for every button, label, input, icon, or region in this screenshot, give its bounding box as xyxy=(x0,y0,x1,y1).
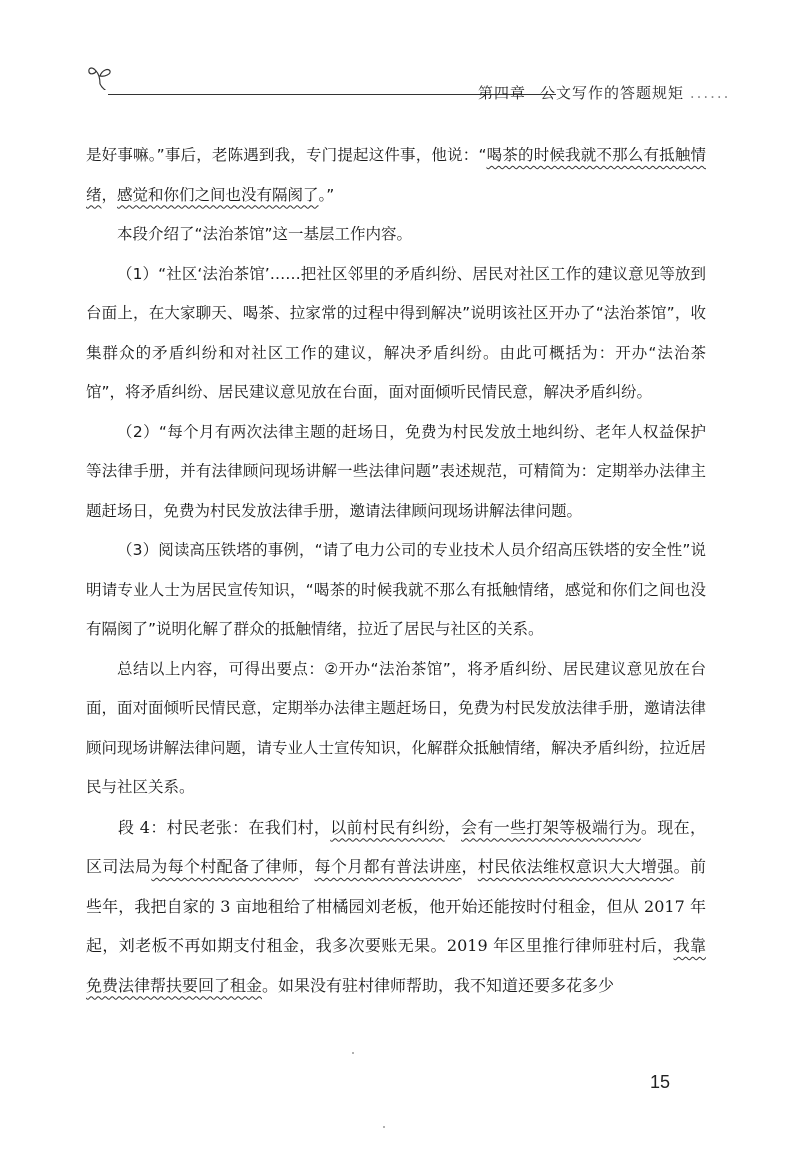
text-span: 。现在，区司法局 xyxy=(86,817,706,876)
text-span: ， xyxy=(444,817,462,837)
underlined-phrase: 我靠免费法律帮扶要回了租金 xyxy=(86,936,706,995)
underlined-phrase: 每个月都有普法讲座 xyxy=(314,857,462,876)
chapter-heading xyxy=(478,82,730,103)
running-header xyxy=(86,62,746,102)
text-span: 。前些年，我把自家的 3 亩地租给了柑橘园刘老板，他开始还能按时付租金，但从 2017 年起，刘老板不再如期支付租金，我多次要账无果。2019 年区里推行律师驻村后， xyxy=(86,857,706,955)
text-span: 本段介绍了“法治茶馆”这一基层工作内容。 xyxy=(117,225,413,243)
text-span: （1）“社区‘法治茶馆’……把社区邻里的矛盾纠纷、居民对社区工作的建议意见等放到台面上，在大家聊天、喝茶、拉家常的过程中得到解决”说明该社区开办了“法治茶馆”，收集群众的矛盾纠纷和对社区工作的建议，解决矛盾纠纷。由此可概括为：开办“法治茶馆”，将矛盾纠纷、居民建议意见放在台面，面对面倾听民情民意，解决矛盾纠纷。 xyxy=(86,264,706,401)
page-number: 15 xyxy=(650,1072,671,1092)
text-span: ， xyxy=(101,185,118,204)
scan-speck xyxy=(383,1126,385,1128)
underlined-phrase: 以前村民有纠纷 xyxy=(330,817,445,837)
underlined-phrase: 感觉和你们之间也没有隔阂了 xyxy=(117,185,319,204)
text-span: ， xyxy=(298,857,315,876)
paragraph-p5 xyxy=(86,531,706,650)
text-span: （3）阅读高压铁塔的事例，“请了电力公司的专业技术人员介绍高压铁塔的安全性”说明请专业人士为居民宣传知识，“喝茶的时候我就不那么有抵触情绪，感觉和你们之间也没有隔阂了”说明化解了群众的抵触情绪，拉近了居民与社区的关系。 xyxy=(86,541,706,638)
underlined-phrase: 喝茶的时候我就不那么有抵触情绪 xyxy=(86,146,706,204)
underlined-phrase: 会有一些打架等极端行为 xyxy=(461,817,641,837)
text-span: ， xyxy=(461,857,478,876)
underlined-phrase: 村民依法维权意识大大增强 xyxy=(477,857,674,876)
chapter-number: 第四章 xyxy=(478,84,527,102)
chapter-title: 公文写作的答题规矩 xyxy=(540,84,685,102)
text-span: 段 4：村民老张：在我们村， xyxy=(118,817,331,837)
paragraph-p6 xyxy=(86,650,706,808)
body-text xyxy=(86,136,706,1005)
paragraph-p4 xyxy=(86,413,706,532)
text-span: 是好事嘛。”事后，老陈遇到我，专门提起这件事，他说：“ xyxy=(86,146,487,164)
text-span: 总结以上内容，可得出要点：②开办“法治茶馆”，将矛盾纠纷、居民建议意见放在台面，面对面倾听民情民意，定期举办法律主题赶场日，免费为村民发放法律手册，邀请法律顾问现场讲解法律问题，请专业人士宣传知识，化解群众抵触情绪，解决矛盾纠纷，拉近居民与社区关系。 xyxy=(86,659,707,796)
sprout-icon xyxy=(86,62,114,90)
paragraph-p3 xyxy=(86,255,706,413)
paragraph-p2 xyxy=(86,215,706,255)
header-dots: ...... xyxy=(689,84,731,102)
text-span: 。” xyxy=(318,185,335,204)
scan-speck xyxy=(352,1052,354,1054)
text-span: （2）“每个月有两次法律主题的赶场日，免费为村民发放土地纠纷、老年人权益保护等法律手册，并有法律顾问现场讲解一些法律问题”表述规范，可精简为：定期举办法律主题赶场日，免费为村民发放法律手册，邀请法律顾问现场讲解法律问题。 xyxy=(86,422,706,520)
text-span: 。如果没有驻村律师帮助，我不知道还要多花多少 xyxy=(262,975,615,995)
paragraph-p7 xyxy=(86,808,706,1006)
underlined-phrase: 为每个村配备了律师 xyxy=(151,857,299,876)
paragraph-p1 xyxy=(86,136,706,215)
